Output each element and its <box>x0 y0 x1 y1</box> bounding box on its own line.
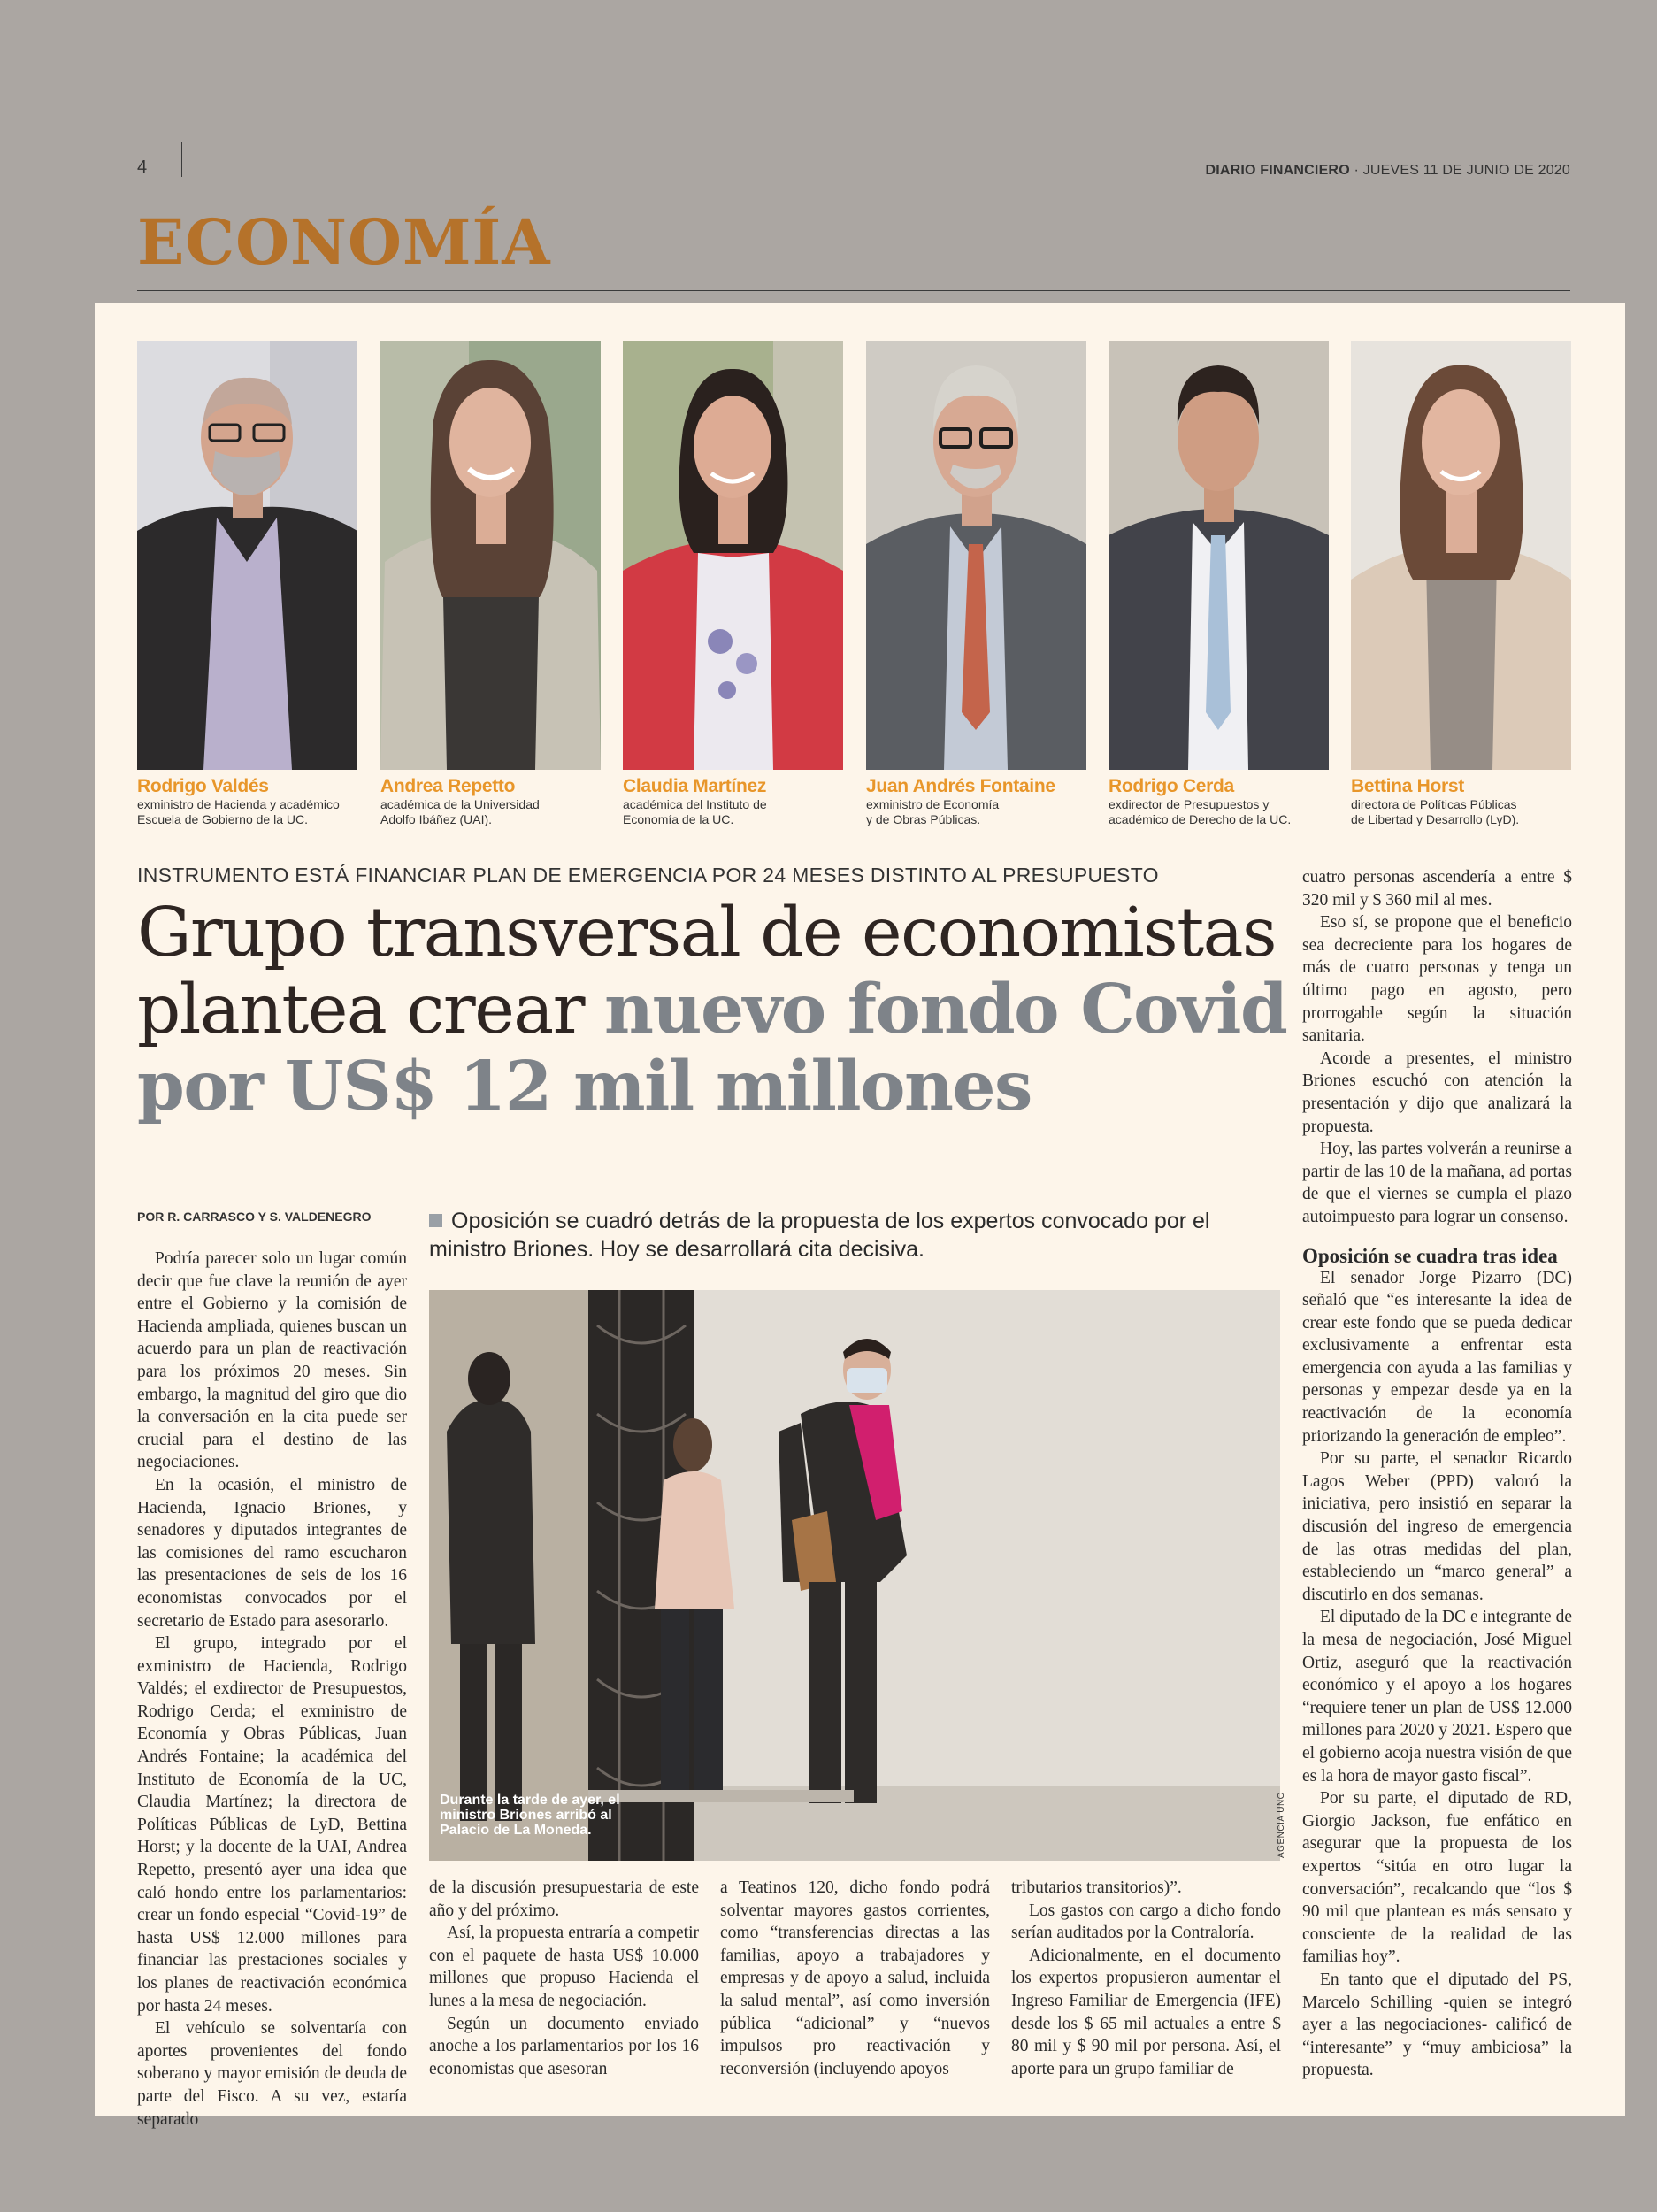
paragraph: El senador Jorge Pizarro (DC) señaló que “es interesante la idea de crear este fondo que se pueda dedicar exclusivamente a enfrentar esta emergencia con ayuda a las familias y personas y empezar desde ya en la reactivación de la economía priorizando la generación de empleo”. <box>1302 1268 1572 1446</box>
section-rule <box>137 290 1570 291</box>
economist-desc: exministro de Hacienda y académico <box>137 797 340 811</box>
column-subheading: Oposición se cuadra tras idea <box>1302 1244 1558 1267</box>
economist-desc: académica de la Universidad <box>380 797 540 811</box>
article-column-1 <box>137 1248 407 2131</box>
subheadline-text: Oposición se cuadró detrás de la propuesta de los expertos convocado por el ministro Briones. Hoy se desarrollará cita decisiva. <box>429 1209 1210 1262</box>
paragraph: Acorde a presentes, el ministro Briones escuchó con atención la presentación y dijo que analizará la propuesta. <box>1302 1048 1572 1136</box>
economist-desc: Adolfo Ibáñez (UAI). <box>380 812 493 826</box>
caption-rodrigo-valdes <box>137 775 367 827</box>
caption-andrea-repetto <box>380 775 610 827</box>
article-kicker: INSTRUMENTO ESTÁ FINANCIAR PLAN DE EMERGENCIA POR 24 MESES DISTINTO AL PRESUPUESTO <box>137 864 1159 887</box>
photo-credit: AGENCIA UNO <box>1277 1792 1286 1858</box>
article-column-3 <box>720 1877 990 2080</box>
paragraph: Podría parecer solo un lugar común decir que fue clave la reunión de ayer entre el Gobierno y la comisión de Hacienda ampliada, quienes buscan un acuerdo para un plan de reactivación para los próximos 20 meses. Sin embargo, la magnitud del giro que dio la conversación en la cita puede ser crucial para el destino de las negociaciones. <box>137 1249 407 1472</box>
paragraph: Hoy, las partes volverán a reunirse a partir de las 10 de la mañana, ad portas de que el viernes se cumpla el plazo autoimpuesto para lograr un consenso. <box>1302 1140 1572 1226</box>
paragraph: Así, la propuesta entraría a competir con el paquete de hasta US$ 10.000 millones que propuso Hacienda el lunes a la mesa de negociación. <box>429 1924 699 2010</box>
paragraph: Según un documento enviado anoche a los parlamentarios por los 16 economistas que asesoran <box>429 2014 699 2078</box>
portrait-bettina-horst <box>1351 341 1571 770</box>
headline-highlight: nuevo fondo Covid por US$ 12 mil millones <box>137 970 1287 1126</box>
paragraph: de la discusión presupuestaria de este año y del próximo. <box>429 1878 699 1920</box>
article-column-5 <box>1302 866 1572 2082</box>
section-title: ECONOMÍA <box>137 205 551 279</box>
caption-rodrigo-cerda <box>1109 775 1339 827</box>
economist-name: Rodrigo Valdés <box>137 776 269 796</box>
economist-name: Claudia Martínez <box>623 776 767 796</box>
subheadline <box>429 1207 1278 1263</box>
headline-plain: Grupo transversal de economistas plantea crear <box>137 894 1277 1049</box>
newspaper-name: DIARIO FINANCIERO <box>1205 163 1350 178</box>
paragraph: Por su parte, el diputado de RD, Giorgio Jackson, fue enfático en asegurar que la propuesta de los expertos “sitúa en otro lugar la conversación”, recalcando que “los $ 90 mil que plantean es más sensato y consciente de la realidad de las familias hoy”. <box>1302 1789 1572 1967</box>
portrait-rodrigo-cerda <box>1109 341 1329 770</box>
paragraph: Eso sí, se propone que el beneficio sea decreciente para los hogares de más de cuatro personas y tenga un último pago en agosto, pero prorrogable según la situación sanitaria. <box>1302 913 1572 1046</box>
economist-desc: académica del Instituto de <box>623 797 767 811</box>
economist-desc: académico de Derecho de la UC. <box>1109 812 1292 826</box>
caption-claudia-martinez <box>623 775 853 827</box>
paragraph: El diputado de la DC e integrante de la mesa de negociación, José Miguel Ortiz, aseguró que la reactivación económico y el apoyo a los hogares “requiere tener un plan de US$ 12.000 millones para 2020 y 2021. Espero que el gobierno acoja nuestra visión de que es la hora de mayor gasto fiscal”. <box>1302 1608 1572 1786</box>
caption-bettina-horst <box>1351 775 1581 827</box>
article-column-2 <box>429 1877 699 2080</box>
paragraph: El vehículo se solventaría con aportes provenientes del fondo soberano y mayor emisión de deuda de parte del Fisco. A su vez, estaría separado <box>137 2019 407 2129</box>
portrait-claudia-martinez <box>623 341 843 770</box>
article-headline <box>137 895 1287 1125</box>
paragraph: a Teatinos 120, dicho fondo podrá solventar mayores gastos corrientes, como “transferencias directas a las familias, apoyo a trabajadores y empresas y de apoyo a salud, incluida la salud mental”, así como inversión pública “adicional” y “nuevos impulsos pro reactivación y reconversión (incluyendo apoyos <box>720 1878 990 2078</box>
portrait-andrea-repetto <box>380 341 601 770</box>
portrait-rodrigo-valdes <box>137 341 357 770</box>
page-number: 4 <box>137 157 148 177</box>
economist-name: Bettina Horst <box>1351 776 1464 796</box>
page-number-divider <box>181 142 182 177</box>
economist-desc: y de Obras Públicas. <box>866 812 981 826</box>
byline: POR R. CARRASCO Y S. VALDENEGRO <box>137 1210 372 1224</box>
economist-desc: directora de Políticas Públicas <box>1351 797 1517 811</box>
portrait-juan-andres-fontaine <box>866 341 1086 770</box>
paragraph: cuatro personas ascendería a entre $ 320 mil y $ 360 mil al mes. <box>1302 868 1572 910</box>
paragraph: Adicionalmente, en el documento los expertos propusieron aumentar el Ingreso Familiar de Emergencia (IFE) desde los $ 65 mil actuales a entre $ 80 mil y $ 90 mil por persona. Así, el aporte para un grupo familiar de <box>1011 1946 1281 2078</box>
economist-desc: exdirector de Presupuestos y <box>1109 797 1270 811</box>
article-column-4 <box>1011 1877 1281 2080</box>
economist-desc: Escuela de Gobierno de la UC. <box>137 812 308 826</box>
photo-caption: Durante la tarde de ayer, el ministro Briones arribó al Palacio de La Moneda. <box>440 1793 620 1838</box>
economist-name: Juan Andrés Fontaine <box>866 776 1055 796</box>
economist-name: Rodrigo Cerda <box>1109 776 1234 796</box>
economist-name: Andrea Repetto <box>380 776 516 796</box>
economist-desc: exministro de Economía <box>866 797 1000 811</box>
caption-juan-andres-fontaine <box>866 775 1096 827</box>
main-photo <box>429 1290 1280 1861</box>
issue-date: · JUEVES 11 DE JUNIO DE 2020 <box>1349 163 1570 178</box>
paragraph: En la ocasión, el ministro de Hacienda, Ignacio Briones, y senadores y diputados integrantes de las comisiones del ramo escucharon las presentaciones de seis de los 16 economistas convocados por el secretario de Estado para asesorarlo. <box>137 1475 407 1631</box>
paragraph: Los gastos con cargo a dicho fondo serían auditados por la Contraloría. <box>1011 1901 1281 1943</box>
economist-desc: Economía de la UC. <box>623 812 734 826</box>
economist-desc: de Libertad y Desarrollo (LyD). <box>1351 812 1520 826</box>
paragraph: Por su parte, el senador Ricardo Lagos Weber (PPD) valoró la iniciativa, pero insistió en separar la discusión del ingreso de emergencia de las otras medidas del plan, estableciendo un “marco general” a discutirlo en dos semanas. <box>1302 1449 1572 1604</box>
paragraph: En tanto que el diputado del PS, Marcelo Schilling -quien se integró ayer a las negociaciones- calificó de “interesante” y “muy ambiciosa” la propuesta. <box>1302 1970 1572 2080</box>
bullet-square-icon <box>429 1214 442 1227</box>
paragraph: tributarios transitorios)”. <box>1011 1878 1182 1897</box>
paragraph: El grupo, integrado por el exministro de Hacienda, Rodrigo Valdés; el exdirector de Presupuestos, Rodrigo Cerda; el exministro de Economía y Obras Públicas, Juan Andrés Fontaine; la académica del Instituto de Economía de la UC, Claudia Martínez; la directora de Políticas Públicas de LyD, Bettina Horst; y la docente de la UAI, Andrea Repetto, presentó ayer una idea que caló hondo entre los parlamentarios: crear un fondo especial “Covid-19” de hasta US$ 12.000 millones para financiar las prestaciones sociales y los planes de reactivación económica por hasta 24 meses. <box>137 1634 407 2016</box>
masthead <box>1205 163 1570 179</box>
